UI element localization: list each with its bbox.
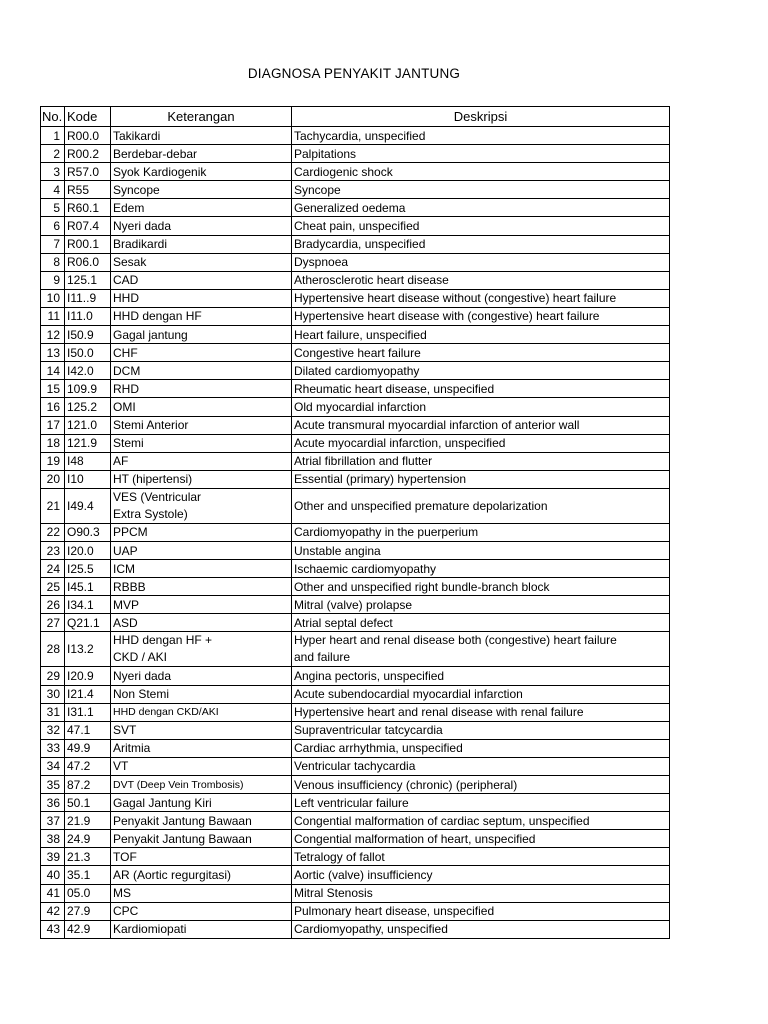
table-row bbox=[41, 757, 670, 775]
cell-no: 33 bbox=[41, 739, 65, 757]
table-body bbox=[41, 127, 670, 939]
cell-deskripsi: Hypertensive heart disease without (congestive) heart failure bbox=[292, 289, 670, 307]
table-row bbox=[41, 271, 670, 289]
cell-deskripsi: Other and unspecified premature depolarization bbox=[292, 488, 670, 523]
cell-kode: 42.9 bbox=[65, 920, 111, 938]
cell-keterangan bbox=[111, 632, 292, 667]
table-row bbox=[41, 289, 670, 307]
cell-kode: 50.1 bbox=[65, 794, 111, 812]
cell-deskripsi: Dyspnoea bbox=[292, 253, 670, 271]
table-row bbox=[41, 614, 670, 632]
keterangan-line: VES (Ventricular bbox=[113, 489, 202, 504]
cell-keterangan: Sesak bbox=[111, 253, 292, 271]
cell-deskripsi: Atrial septal defect bbox=[292, 614, 670, 632]
table-row bbox=[41, 253, 670, 271]
table-row bbox=[41, 163, 670, 181]
cell-no: 30 bbox=[41, 685, 65, 703]
cell-kode: I49.4 bbox=[65, 488, 111, 523]
table-row bbox=[41, 848, 670, 866]
diagnosis-table bbox=[40, 106, 670, 939]
table-row bbox=[41, 488, 670, 523]
cell-kode: 121.9 bbox=[65, 434, 111, 452]
cell-kode: R00.1 bbox=[65, 235, 111, 253]
cell-keterangan: HHD dengan CKD/AKI bbox=[111, 703, 292, 721]
cell-keterangan: OMI bbox=[111, 398, 292, 416]
cell-deskripsi: Atrial fibrillation and flutter bbox=[292, 452, 670, 470]
cell-keterangan: Takikardi bbox=[111, 127, 292, 145]
cell-keterangan: SVT bbox=[111, 721, 292, 739]
table-row bbox=[41, 866, 670, 884]
cell-no: 38 bbox=[41, 830, 65, 848]
cell-keterangan: RBBB bbox=[111, 578, 292, 596]
cell-keterangan: CAD bbox=[111, 271, 292, 289]
cell-keterangan: Syncope bbox=[111, 181, 292, 199]
table-row bbox=[41, 326, 670, 344]
cell-kode: I20.0 bbox=[65, 541, 111, 559]
cell-no: 17 bbox=[41, 416, 65, 434]
cell-kode: 121.0 bbox=[65, 416, 111, 434]
cell-kode: I10 bbox=[65, 470, 111, 488]
cell-kode: 35.1 bbox=[65, 866, 111, 884]
keterangan-line: CKD / AKI bbox=[113, 650, 168, 665]
keterangan-line: HHD dengan HF + bbox=[113, 633, 213, 648]
cell-deskripsi: Rheumatic heart disease, unspecified bbox=[292, 380, 670, 398]
cell-deskripsi: Acute myocardial infarction, unspecified bbox=[292, 434, 670, 452]
table-row bbox=[41, 434, 670, 452]
page-title: DIAGNOSA PENYAKIT JANTUNG bbox=[247, 66, 461, 81]
cell-deskripsi: Ischaemic cardiomyopathy bbox=[292, 560, 670, 578]
cell-kode: 109.9 bbox=[65, 380, 111, 398]
cell-deskripsi: Cheat pain, unspecified bbox=[292, 217, 670, 235]
cell-kode: R00.0 bbox=[65, 127, 111, 145]
cell-keterangan: Gagal Jantung Kiri bbox=[111, 794, 292, 812]
cell-keterangan: Penyakit Jantung Bawaan bbox=[111, 812, 292, 830]
cell-keterangan: Gagal jantung bbox=[111, 326, 292, 344]
cell-deskripsi: Palpitations bbox=[292, 145, 670, 163]
cell-no: 9 bbox=[41, 271, 65, 289]
cell-deskripsi: Acute subendocardial myocardial infarction bbox=[292, 685, 670, 703]
cell-keterangan: Nyeri dada bbox=[111, 667, 292, 685]
table-row bbox=[41, 217, 670, 235]
cell-keterangan: Stemi bbox=[111, 434, 292, 452]
cell-kode: 05.0 bbox=[65, 884, 111, 902]
table-row bbox=[41, 920, 670, 938]
cell-kode: R00.2 bbox=[65, 145, 111, 163]
cell-keterangan: CPC bbox=[111, 902, 292, 920]
cell-kode: I21.4 bbox=[65, 685, 111, 703]
table-row bbox=[41, 541, 670, 559]
table-row bbox=[41, 884, 670, 902]
cell-keterangan: Syok Kardiogenik bbox=[111, 163, 292, 181]
table-row bbox=[41, 523, 670, 541]
cell-deskripsi: Tetralogy of fallot bbox=[292, 848, 670, 866]
cell-no: 10 bbox=[41, 289, 65, 307]
cell-deskripsi bbox=[292, 632, 670, 667]
cell-keterangan: AF bbox=[111, 452, 292, 470]
cell-deskripsi: Unstable angina bbox=[292, 541, 670, 559]
cell-kode: 87.2 bbox=[65, 776, 111, 794]
cell-kode: I20.9 bbox=[65, 667, 111, 685]
cell-no: 7 bbox=[41, 235, 65, 253]
cell-no: 2 bbox=[41, 145, 65, 163]
cell-kode: 24.9 bbox=[65, 830, 111, 848]
cell-kode: I13.2 bbox=[65, 632, 111, 667]
cell-kode: 27.9 bbox=[65, 902, 111, 920]
table-row bbox=[41, 127, 670, 145]
cell-deskripsi: Congential malformation of cardiac septum, unspecified bbox=[292, 812, 670, 830]
table-row bbox=[41, 739, 670, 757]
table-row bbox=[41, 181, 670, 199]
cell-keterangan: DVT (Deep Vein Trombosis) bbox=[111, 776, 292, 794]
cell-no: 24 bbox=[41, 560, 65, 578]
cell-keterangan: ASD bbox=[111, 614, 292, 632]
cell-deskripsi: Ventricular tachycardia bbox=[292, 757, 670, 775]
table-row bbox=[41, 380, 670, 398]
cell-deskripsi: Atherosclerotic heart disease bbox=[292, 271, 670, 289]
cell-no: 31 bbox=[41, 703, 65, 721]
cell-no: 8 bbox=[41, 253, 65, 271]
table-row bbox=[41, 199, 670, 217]
cell-deskripsi: Cardiogenic shock bbox=[292, 163, 670, 181]
cell-no: 35 bbox=[41, 776, 65, 794]
cell-keterangan: CHF bbox=[111, 344, 292, 362]
cell-kode: 21.3 bbox=[65, 848, 111, 866]
header-kode: Kode bbox=[65, 107, 111, 127]
cell-deskripsi: Syncope bbox=[292, 181, 670, 199]
cell-keterangan: Aritmia bbox=[111, 739, 292, 757]
cell-no: 22 bbox=[41, 523, 65, 541]
cell-kode: O90.3 bbox=[65, 523, 111, 541]
cell-no: 43 bbox=[41, 920, 65, 938]
cell-no: 29 bbox=[41, 667, 65, 685]
cell-no: 21 bbox=[41, 488, 65, 523]
cell-keterangan: AR (Aortic regurgitasi) bbox=[111, 866, 292, 884]
table-row bbox=[41, 685, 670, 703]
cell-no: 5 bbox=[41, 199, 65, 217]
cell-no: 3 bbox=[41, 163, 65, 181]
table-row bbox=[41, 362, 670, 380]
cell-no: 25 bbox=[41, 578, 65, 596]
cell-keterangan: HHD bbox=[111, 289, 292, 307]
table-row bbox=[41, 596, 670, 614]
cell-deskripsi: Congential malformation of heart, unspecified bbox=[292, 830, 670, 848]
cell-no: 42 bbox=[41, 902, 65, 920]
cell-deskripsi: Hypertensive heart disease with (congestive) heart failure bbox=[292, 307, 670, 325]
cell-kode: R06.0 bbox=[65, 253, 111, 271]
header-deskripsi: Deskripsi bbox=[292, 107, 670, 127]
cell-no: 28 bbox=[41, 632, 65, 667]
cell-keterangan: VT bbox=[111, 757, 292, 775]
table-row bbox=[41, 416, 670, 434]
table-row bbox=[41, 578, 670, 596]
header-no: No. bbox=[41, 107, 65, 127]
cell-kode: R55 bbox=[65, 181, 111, 199]
cell-no: 40 bbox=[41, 866, 65, 884]
cell-no: 20 bbox=[41, 470, 65, 488]
cell-deskripsi: Dilated cardiomyopathy bbox=[292, 362, 670, 380]
cell-deskripsi: Congestive heart failure bbox=[292, 344, 670, 362]
cell-deskripsi: Acute transmural myocardial infarction of anterior wall bbox=[292, 416, 670, 434]
table-row bbox=[41, 307, 670, 325]
table-row bbox=[41, 902, 670, 920]
cell-no: 4 bbox=[41, 181, 65, 199]
cell-deskripsi: Generalized oedema bbox=[292, 199, 670, 217]
table-row bbox=[41, 703, 670, 721]
cell-kode: I11.0 bbox=[65, 307, 111, 325]
cell-kode: I50.9 bbox=[65, 326, 111, 344]
cell-no: 16 bbox=[41, 398, 65, 416]
table-row bbox=[41, 470, 670, 488]
cell-no: 23 bbox=[41, 541, 65, 559]
table-row bbox=[41, 812, 670, 830]
cell-kode: 49.9 bbox=[65, 739, 111, 757]
cell-no: 37 bbox=[41, 812, 65, 830]
cell-keterangan: Edem bbox=[111, 199, 292, 217]
keterangan-line: Extra Systole) bbox=[113, 506, 188, 521]
cell-no: 19 bbox=[41, 452, 65, 470]
cell-kode: I48 bbox=[65, 452, 111, 470]
table-row bbox=[41, 235, 670, 253]
cell-no: 11 bbox=[41, 307, 65, 325]
cell-deskripsi: Pulmonary heart disease, unspecified bbox=[292, 902, 670, 920]
cell-kode: 125.1 bbox=[65, 271, 111, 289]
cell-deskripsi: Angina pectoris, unspecified bbox=[292, 667, 670, 685]
cell-no: 13 bbox=[41, 344, 65, 362]
cell-kode: R60.1 bbox=[65, 199, 111, 217]
cell-kode: I42.0 bbox=[65, 362, 111, 380]
cell-deskripsi: Cardiac arrhythmia, unspecified bbox=[292, 739, 670, 757]
cell-no: 32 bbox=[41, 721, 65, 739]
cell-kode: 125.2 bbox=[65, 398, 111, 416]
table-row bbox=[41, 667, 670, 685]
cell-deskripsi: Old myocardial infarction bbox=[292, 398, 670, 416]
cell-no: 34 bbox=[41, 757, 65, 775]
deskripsi-line: Hyper heart and renal disease both (congestive) heart failure bbox=[294, 633, 617, 648]
cell-kode: 47.1 bbox=[65, 721, 111, 739]
cell-kode: I50.0 bbox=[65, 344, 111, 362]
cell-keterangan: DCM bbox=[111, 362, 292, 380]
cell-kode: I31.1 bbox=[65, 703, 111, 721]
table-row bbox=[41, 398, 670, 416]
cell-keterangan: Berdebar-debar bbox=[111, 145, 292, 163]
cell-no: 12 bbox=[41, 326, 65, 344]
cell-deskripsi: Tachycardia, unspecified bbox=[292, 127, 670, 145]
cell-deskripsi: Cardiomyopathy, unspecified bbox=[292, 920, 670, 938]
cell-deskripsi: Mitral Stenosis bbox=[292, 884, 670, 902]
cell-no: 27 bbox=[41, 614, 65, 632]
cell-deskripsi: Bradycardia, unspecified bbox=[292, 235, 670, 253]
cell-no: 39 bbox=[41, 848, 65, 866]
cell-kode: 21.9 bbox=[65, 812, 111, 830]
cell-no: 1 bbox=[41, 127, 65, 145]
cell-keterangan: Non Stemi bbox=[111, 685, 292, 703]
table-row bbox=[41, 794, 670, 812]
cell-keterangan: RHD bbox=[111, 380, 292, 398]
cell-deskripsi: Hypertensive heart and renal disease with renal failure bbox=[292, 703, 670, 721]
cell-no: 14 bbox=[41, 362, 65, 380]
cell-keterangan: MS bbox=[111, 884, 292, 902]
cell-keterangan: UAP bbox=[111, 541, 292, 559]
cell-deskripsi: Heart failure, unspecified bbox=[292, 326, 670, 344]
cell-keterangan: Stemi Anterior bbox=[111, 416, 292, 434]
cell-kode: R07.4 bbox=[65, 217, 111, 235]
cell-keterangan: TOF bbox=[111, 848, 292, 866]
table-row bbox=[41, 145, 670, 163]
cell-keterangan: HHD dengan HF bbox=[111, 307, 292, 325]
table-row bbox=[41, 776, 670, 794]
table-row bbox=[41, 632, 670, 667]
cell-deskripsi: Left ventricular failure bbox=[292, 794, 670, 812]
cell-keterangan: Penyakit Jantung Bawaan bbox=[111, 830, 292, 848]
cell-no: 6 bbox=[41, 217, 65, 235]
table-row bbox=[41, 560, 670, 578]
cell-deskripsi: Mitral (valve) prolapse bbox=[292, 596, 670, 614]
cell-no: 18 bbox=[41, 434, 65, 452]
cell-keterangan: PPCM bbox=[111, 523, 292, 541]
cell-kode: I11..9 bbox=[65, 289, 111, 307]
table-header-row bbox=[41, 107, 670, 127]
cell-keterangan: Bradikardi bbox=[111, 235, 292, 253]
cell-no: 41 bbox=[41, 884, 65, 902]
deskripsi-line: and failure bbox=[294, 650, 351, 665]
cell-keterangan: Kardiomiopati bbox=[111, 920, 292, 938]
header-keterangan: Keterangan bbox=[111, 107, 292, 127]
cell-no: 26 bbox=[41, 596, 65, 614]
table-row bbox=[41, 830, 670, 848]
cell-no: 15 bbox=[41, 380, 65, 398]
table-row bbox=[41, 452, 670, 470]
cell-kode: I45.1 bbox=[65, 578, 111, 596]
cell-deskripsi: Aortic (valve) insufficiency bbox=[292, 866, 670, 884]
cell-kode: Q21.1 bbox=[65, 614, 111, 632]
cell-no: 36 bbox=[41, 794, 65, 812]
table-row bbox=[41, 721, 670, 739]
cell-keterangan: HT (hipertensi) bbox=[111, 470, 292, 488]
cell-keterangan bbox=[111, 488, 292, 523]
cell-deskripsi: Venous insufficiency (chronic) (peripheral) bbox=[292, 776, 670, 794]
cell-keterangan: ICM bbox=[111, 560, 292, 578]
cell-kode: R57.0 bbox=[65, 163, 111, 181]
cell-deskripsi: Other and unspecified right bundle-branch block bbox=[292, 578, 670, 596]
cell-kode: I25.5 bbox=[65, 560, 111, 578]
cell-keterangan: MVP bbox=[111, 596, 292, 614]
cell-kode: I34.1 bbox=[65, 596, 111, 614]
cell-deskripsi: Supraventricular tatcycardia bbox=[292, 721, 670, 739]
cell-kode: 47.2 bbox=[65, 757, 111, 775]
cell-deskripsi: Essential (primary) hypertension bbox=[292, 470, 670, 488]
table-row bbox=[41, 344, 670, 362]
cell-deskripsi: Cardiomyopathy in the puerperium bbox=[292, 523, 670, 541]
cell-keterangan: Nyeri dada bbox=[111, 217, 292, 235]
